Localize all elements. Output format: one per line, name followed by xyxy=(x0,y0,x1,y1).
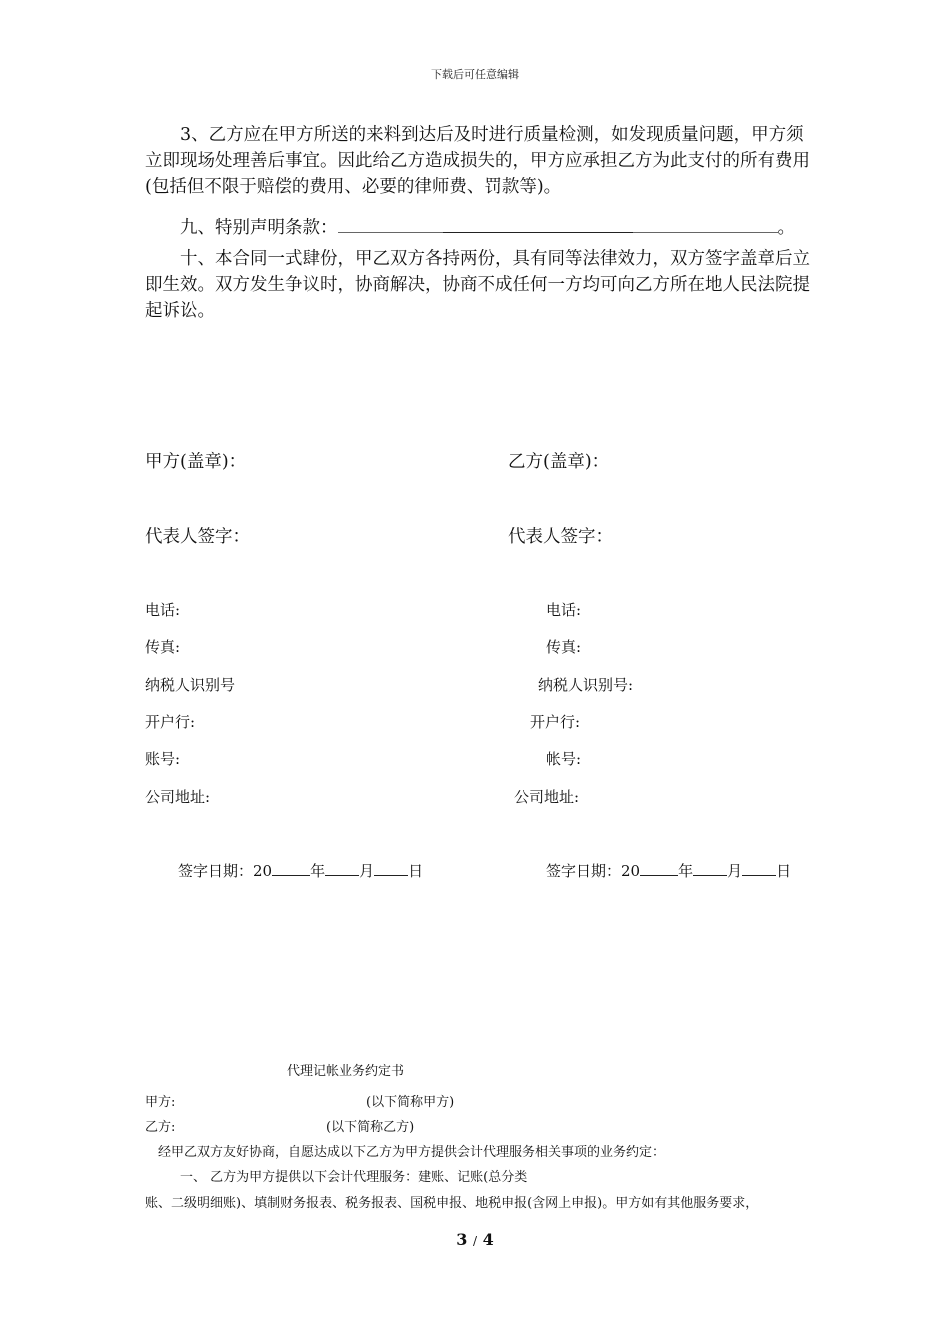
page-total: 4 xyxy=(482,1230,494,1249)
date-day: 日 xyxy=(408,862,424,880)
clause-9-end: 。 xyxy=(777,218,795,238)
agreement-party-a: 甲方: xyxy=(145,1095,176,1110)
date-year: 年 xyxy=(678,862,694,880)
page-separator: / xyxy=(472,1234,478,1248)
clause-10: 十、本合同一式肆份，甲乙双方各持两份，具有同等法律效力，双方签字盖章后立即生效。双方发生争议时，协商解决，协商不成任何一方均可向乙方所在地人民法院提起诉讼。 xyxy=(145,249,810,321)
party-a-bank: 开户行: xyxy=(145,713,196,731)
clause-9-blank-1 xyxy=(338,218,443,233)
party-b-bank: 开户行: xyxy=(530,713,581,731)
party-a-fax: 传真: xyxy=(145,638,181,656)
party-b-seal: 乙方(盖章)： xyxy=(508,452,610,472)
page-number xyxy=(0,1230,950,1249)
page-header: 下载后可任意编辑 xyxy=(431,68,519,81)
date-year-blank xyxy=(272,861,310,876)
agreement-title: 代理记帐业务约定书 xyxy=(287,1064,405,1079)
date-month-blank xyxy=(693,861,727,876)
party-b-fax: 传真: xyxy=(546,638,582,656)
agreement-item-1: 一、 乙方为甲方提供以下会计代理服务：建账、记账(总分类 xyxy=(180,1170,528,1185)
agreement-intro: 经甲乙双方友好协商，自愿达成以下乙方为甲方提供会计代理服务相关事项的业务约定： xyxy=(158,1145,666,1160)
clause-9-blank-2 xyxy=(443,218,633,233)
party-a-representative: 代表人签字： xyxy=(145,527,250,547)
party-b-phone: 电话: xyxy=(546,601,582,619)
party-a-address: 公司地址: xyxy=(145,788,211,806)
date-month-blank xyxy=(325,861,359,876)
agreement-party-a-note: (以下简称甲方) xyxy=(366,1095,455,1110)
party-a-taxid: 纳税人识别号 xyxy=(145,676,236,694)
party-a-seal: 甲方(盖章)： xyxy=(145,452,247,472)
party-b-sign-date xyxy=(546,860,791,881)
party-a-sign-date xyxy=(178,860,423,881)
date-year: 年 xyxy=(310,862,326,880)
page-current: 3 xyxy=(456,1230,468,1249)
date-year-blank xyxy=(640,861,678,876)
party-b-representative: 代表人签字： xyxy=(508,527,613,547)
date-day: 日 xyxy=(776,862,792,880)
date-month: 月 xyxy=(359,862,375,880)
party-a-account: 账号: xyxy=(145,750,181,768)
agreement-party-b: 乙方: xyxy=(145,1120,176,1135)
agreement-item-1-continued: 账、二级明细账)、填制财务报表、税务报表、国税申报、地税申报(含网上申报)。甲方如有其他服务要求， xyxy=(145,1196,759,1211)
party-b-account: 帐号: xyxy=(546,750,582,768)
date-label: 签字日期：20 xyxy=(546,862,641,880)
clause-9 xyxy=(180,214,795,239)
clause-9-label: 九、特别声明条款： xyxy=(180,218,338,238)
clause-9-blank-3 xyxy=(633,218,778,233)
party-b-taxid: 纳税人识别号: xyxy=(538,676,634,694)
agreement-party-b-note: (以下简称乙方) xyxy=(326,1120,415,1135)
party-a-phone: 电话: xyxy=(145,601,181,619)
party-b-address: 公司地址: xyxy=(514,788,580,806)
date-day-blank xyxy=(742,861,776,876)
clause-3: 3、乙方应在甲方所送的来料到达后及时进行质量检测，如发现质量问题，甲方须立即现场处理善后事宜。因此给乙方造成损失的，甲方应承担乙方为此支付的所有费用(包括但不限于赔偿的费用、必要的律师费、罚款等)。 xyxy=(145,125,810,197)
date-month: 月 xyxy=(727,862,743,880)
date-day-blank xyxy=(374,861,408,876)
date-label: 签字日期：20 xyxy=(178,862,273,880)
